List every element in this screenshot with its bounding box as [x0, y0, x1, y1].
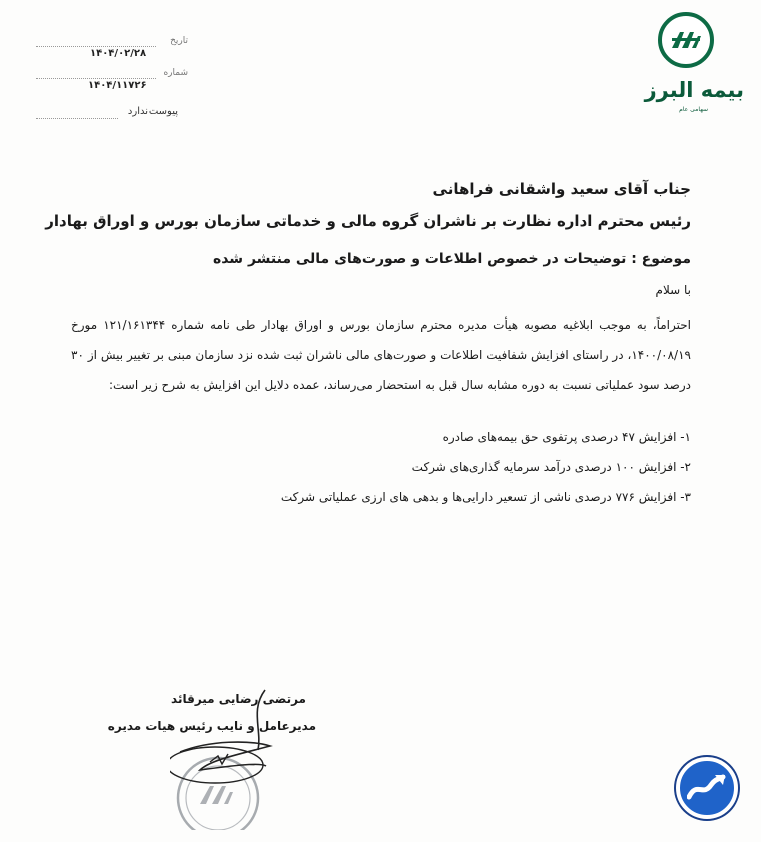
recipient-name: جناب آقای سعید واشقانی فراهانی: [432, 180, 691, 198]
number-line: [36, 78, 156, 79]
company-logo: [640, 8, 750, 120]
subject-line: موضوع : توضیحات در خصوص اطلاعات و صورت‌های مالی منتشر شده: [212, 251, 691, 267]
greeting: با سلام: [655, 283, 691, 297]
signatory-title: مدیرعامل و نایب رئیس هیات مدیره: [107, 719, 316, 733]
date-value: ۱۴۰۴/۰۲/۲۸: [90, 48, 147, 59]
list-item: ۲- افزایش ۱۰۰ درصدی درآمد سرمایه گذاری‌های شرکت: [411, 460, 691, 474]
signature-stamp-icon: [170, 670, 320, 830]
attachment-row: [30, 106, 188, 126]
logo-emblem-icon: [658, 12, 714, 68]
number-value: ۱۴۰۴/۱۱۷۲۶: [88, 80, 147, 91]
number-row: [30, 68, 188, 91]
date-line: [36, 46, 156, 47]
recipient-title: رئیس محترم اداره نظارت بر ناشران گروه مالی و خدماتی سازمان بورس و اوراق بهادار: [45, 212, 691, 230]
brand-name: بیمه البرز: [644, 78, 744, 102]
brand-subtitle: سهامی عام: [679, 106, 708, 113]
letter-meta: [30, 36, 190, 126]
date-row: [30, 36, 188, 59]
number-label: شماره: [163, 68, 188, 78]
attachment-line: [36, 118, 118, 119]
list-item: ۱- افزایش ۴۷ درصدی پرتفوی حق بیمه‌های صادره: [442, 430, 691, 444]
signatory-name: مرتضی رضایی میرقائد: [171, 692, 306, 706]
attachment-value: ندارد: [127, 106, 148, 117]
date-label: تاریخ: [170, 36, 188, 46]
body-paragraph: احتراماً، به موجب ابلاغیه مصوبه هیأت مدیره محترم سازمان بورس و اوراق بهادار طی نامه شماره ۱۲۱/۱۶۱۳۴۴ مورخ ۱۴۰۰/۰۸/۱۹، در راستای افزایش شفافیت اطلاعات و صورت‌های مالی ناشران ثبت شده نزد سازمان مبنی بر تغییر بیش از ۳۰ درصد سود عملیاتی نسبت به دوره مشابه سال قبل به استحضار می‌رساند، عمده دلایل این افزایش به شرح زیر است:: [71, 318, 691, 392]
attachment-label: پیوست: [148, 106, 178, 117]
trend-arrow-icon: [676, 757, 738, 819]
list-item: ۳- افزایش ۷۷۶ درصدی ناشی از تسعیر دارایی‌ها و بدهی های ارزی عملیاتی شرکت: [280, 490, 691, 504]
